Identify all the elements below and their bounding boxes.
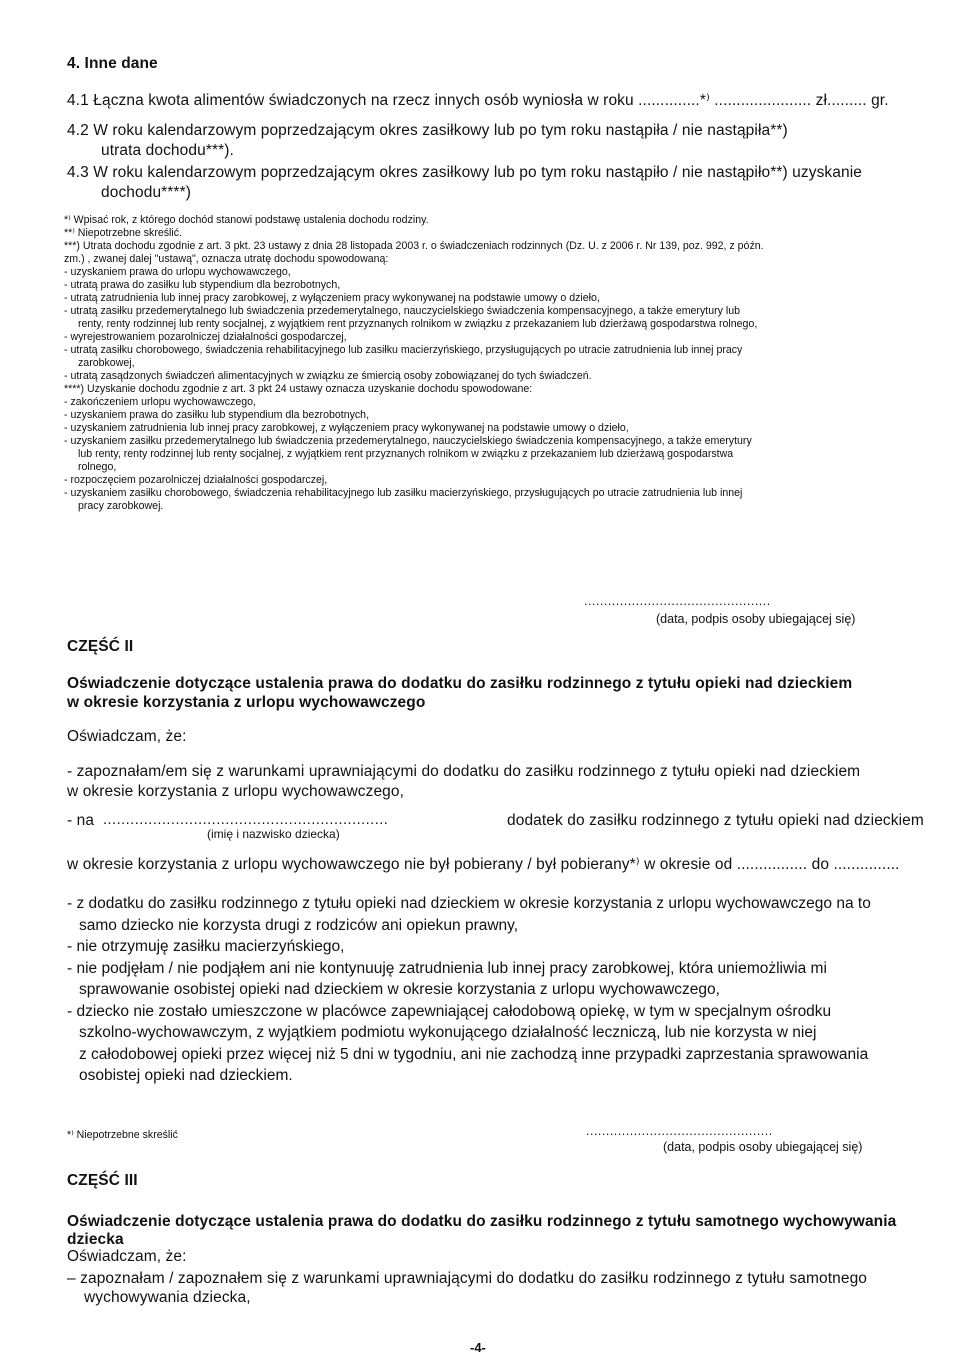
footnote-line: pracy zarobkowej. (78, 500, 164, 512)
footnote-line: - uzyskaniem prawa do zasiłku lub stypendium dla bezrobotnych, (64, 409, 370, 421)
footnote-line: ***) Utrata dochodu zgodnie z art. 3 pkt. 23 ustawy z dnia 28 listopada 2003 r. o świadczeniach rodzinnych (Dz. U. z 2006 r. Nr 139, poz. 992, z późn. (64, 240, 764, 252)
signature-caption-1: (data, podpis osoby ubiegającej się) (656, 612, 856, 626)
child-name-field[interactable]: ............................................................... (103, 812, 389, 828)
footnote-line: - zakończeniem urlopu wychowawczego, (64, 396, 256, 408)
footnote-line: - utratą zasiłku przedemerytalnego lub świadczenia przedemerytalnego, nauczycielskiego świadczenia kompensacyjnego, a także emerytury lub (64, 305, 740, 317)
part-2-period-line: w okresie korzystania z urlopu wychowawczego nie był pobierany / był pobierany*⁾ w okresie od ................ do ............... (67, 856, 900, 873)
condition-line: sprawowanie osobistej opieki nad dzieckiem w okresie korzystania z urlopu wychowawczego, (79, 981, 720, 998)
part-3-p1-line2: wychowywania dziecka, (84, 1289, 251, 1306)
part-2-na-suffix: dodatek do zasiłku rodzinnego z tytułu opieki nad dzieckiem (507, 812, 924, 829)
footnote-line: renty, renty rodzinnej lub renty socjalnej, z wyjątkiem rent przyznanych rolnikom w związku z przekazaniem lub dzierżawą gospodarstwa rolnego, (78, 318, 758, 330)
part-2-title-line2: w okresie korzystania z urlopu wychowawczego (67, 694, 426, 711)
footnotes-section-4 (64, 214, 924, 513)
condition-line: z całodobowej opieki przez więcej niż 5 dni w tygodniu, ani nie zachodzą inne przypadki zaprzestania sprawowania (79, 1045, 869, 1063)
item-4-1-text: 4.1 Łączna kwota alimentów świadczonych na rzecz innych osób wyniosła w roku ..............*⁾ ...................... zł......... gr. (67, 92, 889, 109)
item-4-3-line2: dochodu****) (101, 184, 191, 201)
part-2-p1-line1: - zapoznałam/em się z warunkami uprawniającymi do dodatku do zasiłku rodzinnego z tytułu opieki nad dzieckiem (67, 763, 861, 780)
child-name-caption: (imię i nazwisko dziecka) (207, 827, 340, 841)
condition-line: samo dziecko nie korzysta drugi z rodziców ani opiekun prawny, (79, 916, 519, 934)
part-2-footnote: *⁾ Niepotrzebne skreślić (67, 1129, 178, 1141)
part-3-heading: CZĘŚĆ III (67, 1172, 138, 1189)
footnote-line: - uzyskaniem zasiłku przedemerytalnego lub świadczenia przedemerytalnego, nauczycielskiego świadczenia kompensacyjnego, a także emerytury (64, 435, 752, 447)
footnote-line: - utratą zasądzonych świadczeń alimentacyjnych w związku ze śmiercią osoby zobowiązanej do tych świadczeń. (64, 370, 592, 382)
part-3-p1-line1: – zapoznałam / zapoznałem się z warunkami uprawniającymi do dodatku do zasiłku rodzinnego z tytułu samotnego (67, 1270, 868, 1287)
part-2-title-line1: Oświadczenie dotyczące ustalenia prawa do dodatku do zasiłku rodzinnego z tytułu opieki nad dzieckiem (67, 675, 853, 692)
footnote-line: lub renty, renty rodzinnej lub renty socjalnej, z wyjątkiem rent przyznanych rolnikom w związku z przekazaniem lub dzierżawą gospodarstwa (78, 448, 734, 460)
part-2-na-prefix: - na (67, 812, 95, 829)
footnote-line: - wyrejestrowaniem pozarolniczej działalności gospodarczej, (64, 331, 347, 343)
footnote-line: - utratą zasiłku chorobowego, świadczenia rehabilitacyjnego lub zasiłku macierzyńskiego, przysługujących po utracie zatrudnienia lub innej pracy (64, 344, 743, 356)
item-4-3-line1: 4.3 W roku kalendarzowym poprzedzającym okres zasiłkowy lub po tym roku nastąpiło / nie nastąpiło**) uzyskanie (67, 164, 862, 181)
signature-caption-2: (data, podpis osoby ubiegającej się) (663, 1140, 863, 1154)
part-2-intro: Oświadczam, że: (67, 728, 187, 745)
part-2-heading: CZĘŚĆ II (67, 638, 134, 655)
part-2-p1-line2: w okresie korzystania z urlopu wychowawczego, (67, 783, 405, 800)
footnote-line: - uzyskaniem prawa do urlopu wychowawczego, (64, 266, 291, 278)
condition-line: - nie otrzymuję zasiłku macierzyńskiego, (67, 938, 345, 955)
part-3-intro: Oświadczam, że: (67, 1248, 187, 1265)
page-number: -4- (470, 1340, 486, 1355)
item-4-2-line1: 4.2 W roku kalendarzowym poprzedzającym okres zasiłkowy lub po tym roku nastąpiła / nie nastąpiła**) (67, 122, 788, 139)
signature-line-2: ............................................... (586, 1124, 773, 1138)
condition-line: - nie podjęłam / nie podjąłem ani nie kontynuuję zatrudnienia lub innej pracy zarobkowej, która uniemożliwia mi (67, 959, 827, 977)
footnote-line: ****) Uzyskanie dochodu zgodnie z art. 3 pkt 24 ustawy oznacza uzyskanie dochodu spowodowane: (64, 383, 533, 395)
condition-line: - z dodatku do zasiłku rodzinnego z tytułu opieki nad dzieckiem w okresie korzystania z urlopu wychowawczego na to (67, 895, 871, 912)
footnote-line: zarobkowej, (78, 357, 135, 369)
footnote-line: - uzyskaniem zasiłku chorobowego, świadczenia rehabilitacyjnego lub zasiłku macierzyńskiego, przysługujących po utracie zatrudnienia lub innej (64, 487, 743, 499)
footnote-line: - rozpoczęciem pozarolniczej działalności gospodarczej, (64, 474, 328, 486)
item-4-2-line2: utrata dochodu***). (101, 142, 234, 159)
footnote-line: zm.) , zwanej dalej "ustawą", oznacza utratę dochodu spowodowaną: (64, 253, 389, 265)
signature-line-1: ............................................... (584, 594, 771, 608)
footnote-line: - utratą zatrudnienia lub innej pracy zarobkowej, z wyłączeniem pracy wykonywanej na podstawie umowy o dzieło, (64, 292, 600, 304)
section-4-heading: 4. Inne dane (67, 55, 158, 72)
footnote-line: - uzyskaniem zatrudnienia lub innej pracy zarobkowej, z wyłączeniem pracy wykonywanej na podstawie umowy o dzieło, (64, 422, 629, 434)
footnote-line: rolnego, (78, 461, 117, 473)
condition-line: - dziecko nie zostało umieszczone w placówce zapewniającej całodobową opiekę, w tym w specjalnym ośrodku (67, 1002, 832, 1020)
part-2-conditions (67, 893, 871, 1087)
footnote-line: - utratą prawa do zasiłku lub stypendium dla bezrobotnych, (64, 279, 341, 291)
part-3-title-line1: Oświadczenie dotyczące ustalenia prawa do dodatku do zasiłku rodzinnego z tytułu samotnego wychowywania (67, 1213, 897, 1230)
footnote-line: **⁾ Niepotrzebne skreślić. (64, 227, 183, 239)
footnote-line: *⁾ Wpisać rok, z którego dochód stanowi podstawę ustalenia dochodu rodziny. (64, 214, 429, 226)
part-3-title-line2: dziecka (67, 1231, 124, 1248)
condition-line: osobistej opieki nad dzieckiem. (79, 1067, 293, 1084)
condition-line: szkolno-wychowawczym, z wyjątkiem podmiotu wykonującego działalność leczniczą, lub nie korzysta w niej (79, 1024, 817, 1041)
